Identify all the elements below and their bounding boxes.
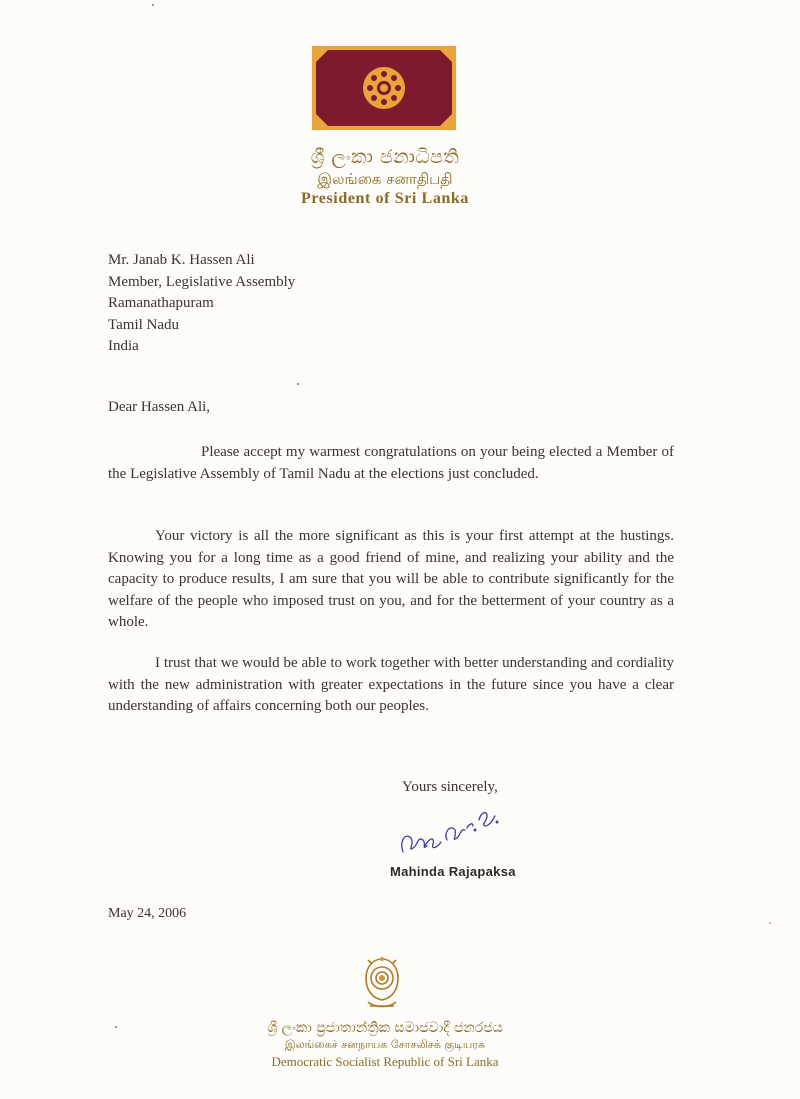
body-paragraph-3: I trust that we would be able to work together with better understanding and cordiality with the new administration with greater expectations in the future since you have a clear understanding of affairs concerning both our peoples.: [108, 655, 674, 714]
scan-speck: [115, 1026, 117, 1028]
footer-english: Democratic Socialist Republic of Sri Lanka: [271, 1054, 499, 1069]
letter-date: May 24, 2006: [108, 906, 187, 921]
body-paragraph-1: Please accept my warmest congratulations on your being elected a Member of the Legislative Assembly of Tamil Nadu at the elections just concluded.: [108, 444, 674, 482]
salutation: Dear Hassen Ali,: [108, 399, 211, 415]
signer-name: Mahinda Rajapaksa: [390, 864, 516, 879]
footer-sinhala: ශ්‍රී ලංකා ප්‍රජාතාන්ත්‍රික සමාජවාදී ජනරජය: [267, 1020, 503, 1036]
closing: Yours sincerely,: [402, 779, 498, 795]
recipient-country: India: [108, 338, 139, 355]
handwritten-signature: [395, 790, 515, 860]
recipient-state: Tamil Nadu: [108, 316, 180, 333]
recipient-name: Mr. Janab K. Hassen Ali: [108, 252, 255, 268]
letterhead-sinhala: ශ්‍රී ලංකා ජනාධිපති: [310, 146, 460, 168]
letterhead-tamil: இலங்கை சனாதிபதி: [317, 170, 453, 188]
body-paragraph-2: Your victory is all the more significant as this is your first attempt at the hustings. Knowing you for a long time as a good friend of mine, and realizing your ability and the capacity to produce results, I am sure that you will be able to contribute significantly for the welfare of the people who imposed trust on you, and for the betterment of your country as a whole.: [108, 528, 674, 630]
scan-speck: [297, 383, 299, 385]
scan-speck: [152, 4, 154, 6]
footer-tamil: இலங்கைச் சனநாயக சோசலிசக் குடியரசு: [284, 1038, 486, 1051]
recipient-address: [108, 250, 295, 358]
letterhead-english: President of Sri Lanka: [300, 190, 470, 207]
recipient-city: Ramanathapuram: [108, 295, 214, 312]
national-emblem-icon: [360, 956, 404, 1012]
presidential-flag-icon: [312, 46, 456, 130]
recipient-title: Member, Legislative Assembly: [108, 273, 296, 290]
scan-speck: [769, 922, 771, 924]
